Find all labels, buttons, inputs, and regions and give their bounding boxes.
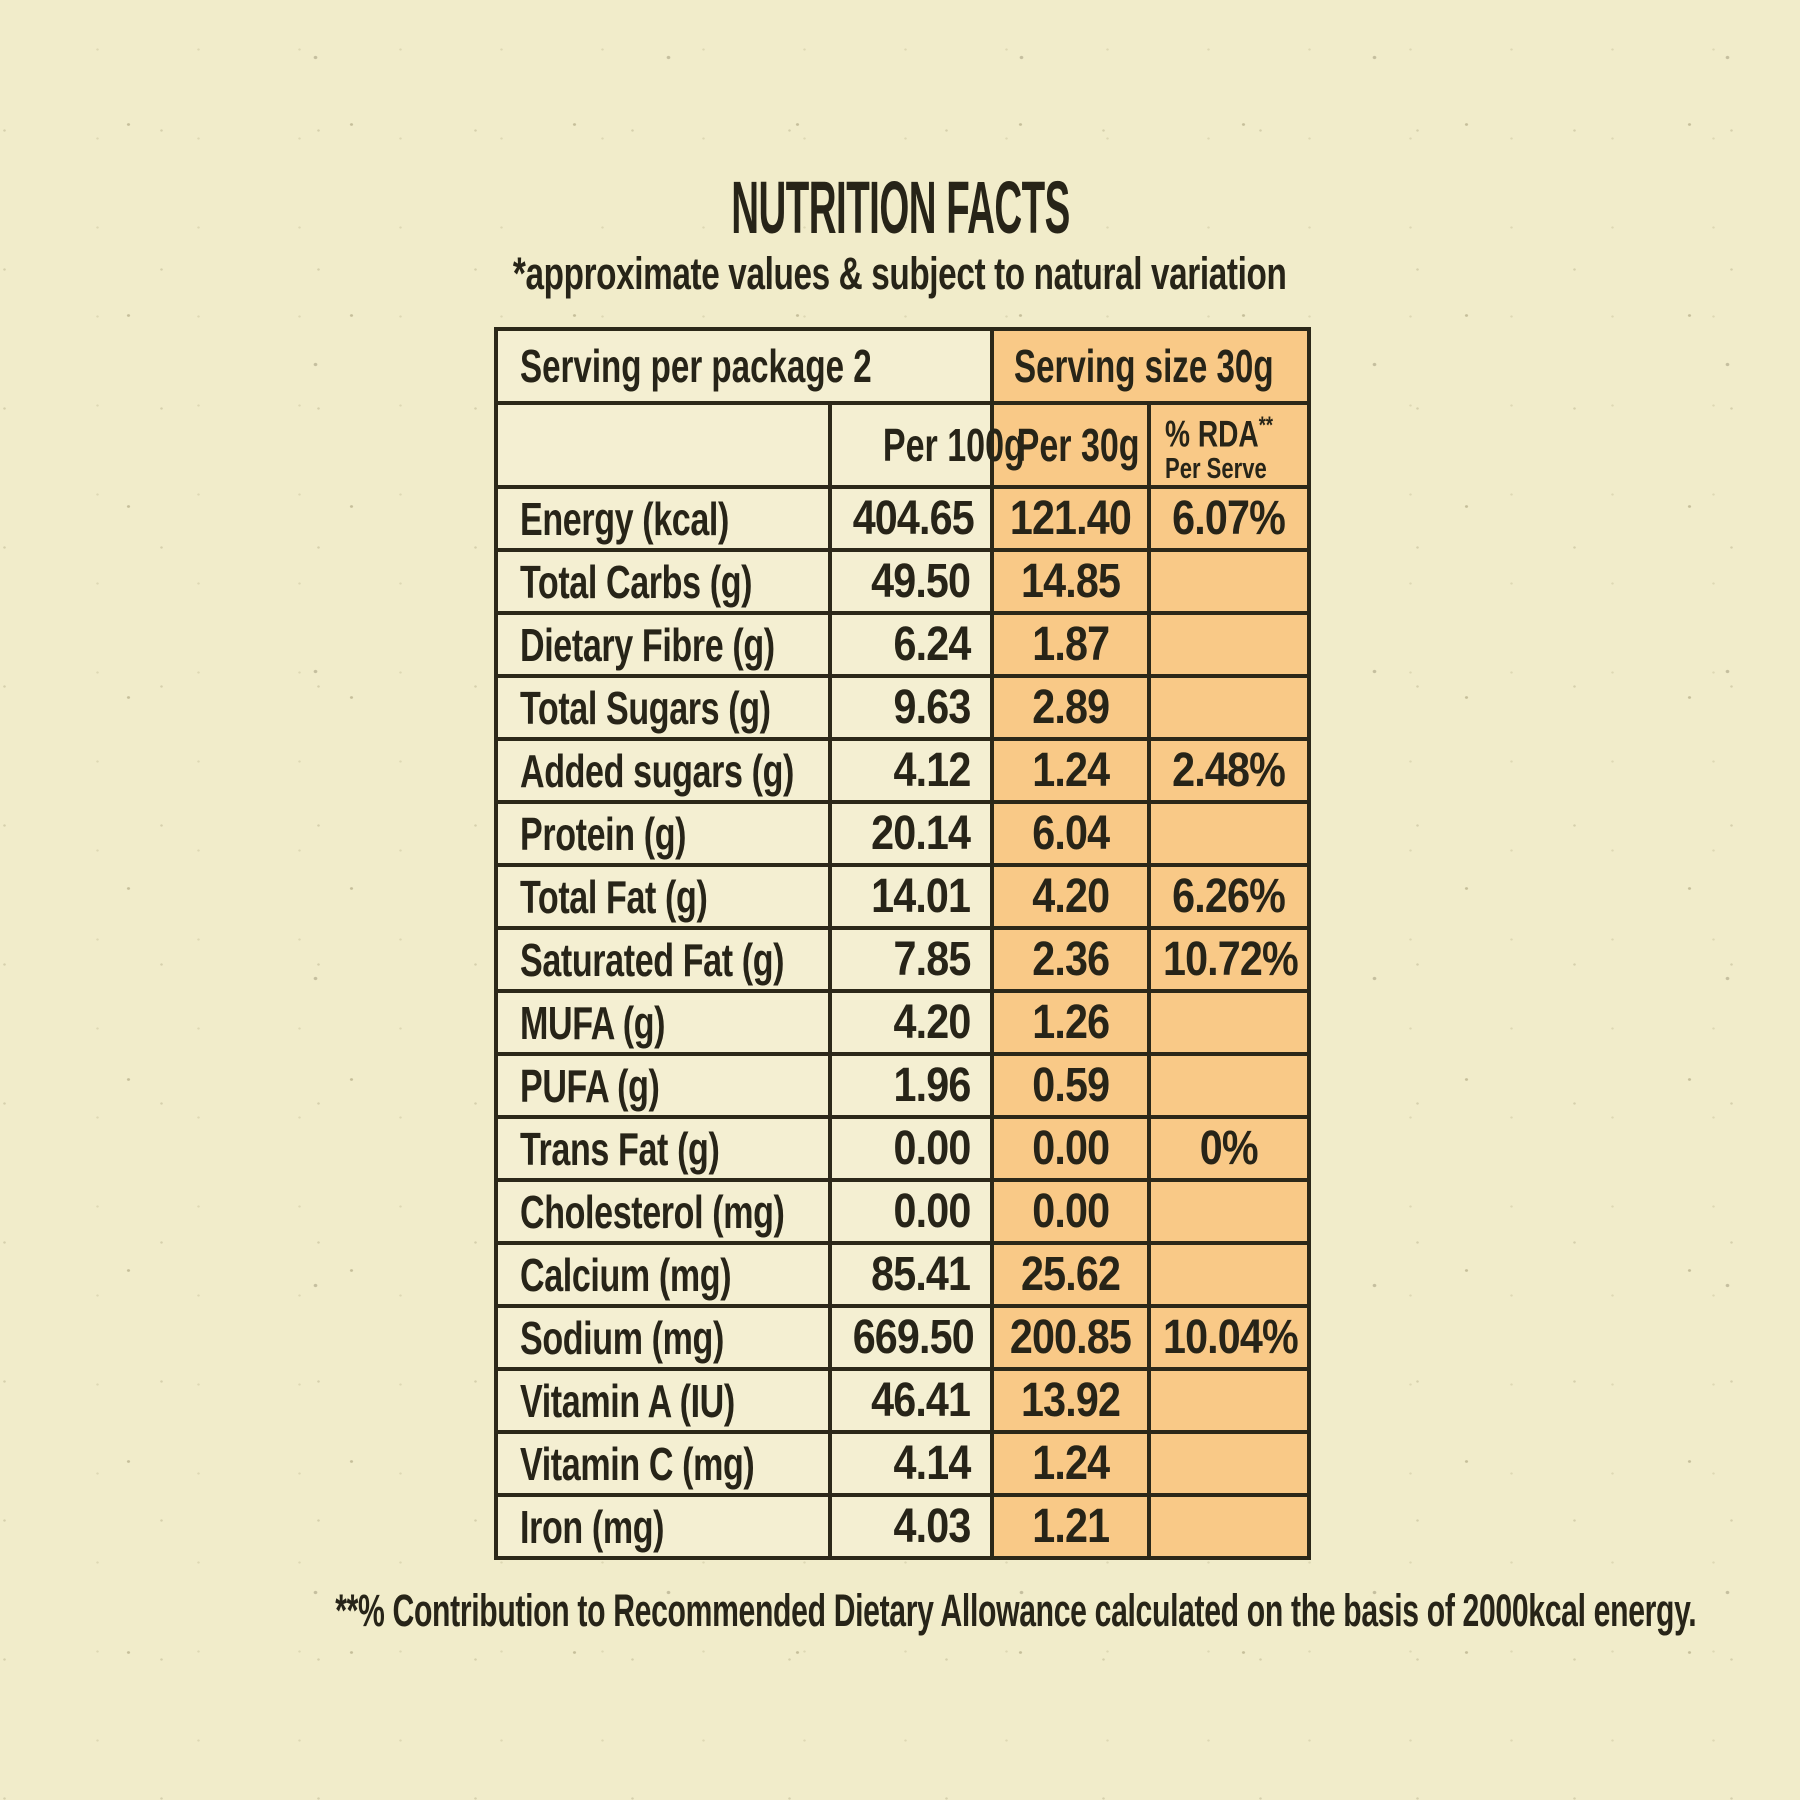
nutrient-label: Energy (kcal): [520, 492, 729, 545]
per-100g-value: 4.12: [893, 744, 971, 798]
per-100g-cell: [830, 1180, 992, 1243]
nutrient-cell: [496, 1369, 830, 1432]
per-30g-value: 2.89: [1032, 681, 1109, 735]
footnote-band: [0, 1585, 1800, 1637]
rda-cell: [1149, 487, 1309, 550]
serving-size-cell: [992, 329, 1309, 403]
table-row: [496, 865, 1309, 928]
per-100g-header-cell: [830, 403, 1025, 487]
table-row: [496, 802, 1309, 865]
nutrient-cell: [496, 1243, 830, 1306]
per-100g-cell: [830, 1117, 992, 1180]
serving-per-package-label: Serving per package 2: [520, 340, 872, 392]
nutrient-cell: [496, 991, 830, 1054]
nutrient-label: Total Carbs (g): [520, 555, 753, 608]
rda-cell: [1149, 1495, 1309, 1558]
per-30g-value: 1.21: [1032, 1500, 1109, 1554]
table-row: [496, 550, 1309, 613]
rda-cell: [1149, 928, 1309, 991]
rda-cell: [1149, 802, 1309, 865]
rda-value: 6.26%: [1172, 870, 1286, 924]
per-30g-value: 0.00: [1032, 1185, 1109, 1239]
per-30g-value: 1.26: [1032, 996, 1109, 1050]
per-100g-cell: [830, 1054, 992, 1117]
per-30g-header: Per 30g: [1016, 419, 1140, 472]
rda-header-line2: Per Serve: [1165, 453, 1267, 486]
per-30g-cell: [992, 1495, 1149, 1558]
serving-size-label: Serving size 30g: [1014, 340, 1274, 392]
per-30g-cell: [992, 1369, 1149, 1432]
nutrient-cell: [496, 613, 830, 676]
rda-cell: [1149, 1243, 1309, 1306]
rda-value: 0%: [1200, 1122, 1258, 1176]
table-row: [496, 1117, 1309, 1180]
table-row: [496, 487, 1309, 550]
serving-row: [496, 329, 1309, 403]
serving-per-package-cell: [496, 329, 992, 403]
table-row: [496, 1243, 1309, 1306]
per-30g-cell: [992, 928, 1149, 991]
table-row: [496, 1432, 1309, 1495]
nutrient-label: Sodium (mg): [520, 1311, 724, 1364]
rda-cell: [1149, 1306, 1309, 1369]
per-100g-value: 669.50: [852, 1311, 974, 1365]
table-header: [496, 329, 1309, 487]
footnote-text: **% Contribution to Recommended Dietary Allowance calculated on the basis of 2000kcal energy.: [335, 1585, 1697, 1636]
per-30g-value: 6.04: [1032, 807, 1109, 861]
nutrient-label: Dietary Fibre (g): [520, 618, 775, 671]
nutrient-label: Vitamin A (IU): [520, 1374, 735, 1427]
nutrient-cell: [496, 1432, 830, 1495]
per-100g-cell: [830, 676, 992, 739]
nutrient-cell: [496, 1054, 830, 1117]
per-100g-value: 49.50: [871, 555, 971, 609]
per-30g-cell: [992, 802, 1149, 865]
table-row: [496, 1054, 1309, 1117]
rda-cell: [1149, 613, 1309, 676]
table-row: [496, 928, 1309, 991]
per-30g-value: 1.24: [1032, 744, 1109, 798]
per-30g-value: 1.24: [1032, 1437, 1109, 1491]
table-row: [496, 739, 1309, 802]
table-row: [496, 991, 1309, 1054]
nutrient-label: Iron (mg): [520, 1500, 665, 1553]
per-100g-value: 46.41: [871, 1374, 971, 1428]
nutrient-label: Vitamin C (mg): [520, 1437, 755, 1490]
nutrient-cell: [496, 739, 830, 802]
per-100g-cell: [830, 1369, 992, 1432]
per-100g-value: 404.65: [852, 492, 974, 546]
per-30g-cell: [992, 487, 1149, 550]
rda-cell: [1149, 1180, 1309, 1243]
per-100g-value: 14.01: [871, 870, 971, 924]
nutrient-cell: [496, 1495, 830, 1558]
per-100g-cell: [830, 1306, 992, 1369]
rda-cell: [1149, 676, 1309, 739]
per-30g-cell: [992, 1117, 1149, 1180]
page-title-band: [0, 168, 1800, 248]
table-row: [496, 1369, 1309, 1432]
table-row: [496, 676, 1309, 739]
per-30g-value: 0.59: [1032, 1059, 1109, 1113]
table-row: [496, 1495, 1309, 1558]
per-30g-value: 14.85: [1021, 555, 1121, 609]
nutrient-label: Cholesterol (mg): [520, 1185, 785, 1238]
per-30g-cell: [992, 550, 1149, 613]
rda-cell: [1149, 550, 1309, 613]
per-30g-cell: [992, 1432, 1149, 1495]
per-30g-cell: [992, 1306, 1149, 1369]
per-30g-cell: [992, 676, 1149, 739]
subtitle-band: [0, 248, 1800, 300]
table-row: [496, 613, 1309, 676]
nutrient-cell: [496, 1180, 830, 1243]
per-100g-header: Per 100g: [882, 419, 1025, 472]
per-30g-value: 2.36: [1032, 933, 1109, 987]
per-30g-cell: [992, 1180, 1149, 1243]
per-100g-value: 20.14: [871, 807, 971, 861]
rda-header: % RDA: [1165, 413, 1259, 455]
per-100g-value: 85.41: [871, 1248, 971, 1302]
rda-asterisks: **: [1258, 412, 1273, 439]
nutrient-cell: [496, 928, 830, 991]
nutrient-cell: [496, 550, 830, 613]
rda-header-cell: [1149, 403, 1309, 487]
per-30g-value: 13.92: [1021, 1374, 1121, 1428]
rda-value: 10.04%: [1162, 1311, 1298, 1365]
subtitle-text: *approximate values & subject to natural variation: [513, 248, 1287, 299]
rda-cell: [1149, 1054, 1309, 1117]
per-30g-value: 200.85: [1009, 1311, 1132, 1365]
per-30g-value: 4.20: [1032, 870, 1109, 924]
per-30g-cell: [992, 613, 1149, 676]
rda-cell: [1149, 1432, 1309, 1495]
per-30g-cell: [992, 739, 1149, 802]
rda-header-line1: [1165, 406, 1273, 454]
per-100g-value: 6.24: [893, 618, 971, 672]
per-100g-value: 0.00: [893, 1122, 971, 1176]
table-row: [496, 1180, 1309, 1243]
per-100g-value: 0.00: [893, 1185, 971, 1239]
rda-cell: [1149, 865, 1309, 928]
nutrient-label: Saturated Fat (g): [520, 933, 785, 986]
nutrient-label: Total Fat (g): [520, 870, 708, 923]
per-100g-cell: [830, 1432, 992, 1495]
nutrient-label: PUFA (g): [520, 1059, 660, 1112]
nutrient-label: Total Sugars (g): [520, 681, 771, 734]
table-row: [496, 1306, 1309, 1369]
nutrient-cell: [496, 487, 830, 550]
per-100g-cell: [830, 550, 992, 613]
table-body: [496, 487, 1309, 1558]
rda-cell: [1149, 739, 1309, 802]
empty-header-cell: [496, 403, 830, 487]
per-100g-cell: [830, 928, 992, 991]
nutrient-label: MUFA (g): [520, 996, 666, 1049]
per-100g-value: 1.96: [893, 1059, 971, 1113]
nutrient-cell: [496, 676, 830, 739]
nutrient-label: Calcium (mg): [520, 1248, 732, 1301]
per-100g-cell: [830, 613, 992, 676]
per-30g-cell: [992, 991, 1149, 1054]
per-30g-cell: [992, 1054, 1149, 1117]
per-30g-cell: [992, 1243, 1149, 1306]
rda-cell: [1149, 991, 1309, 1054]
rda-value: 10.72%: [1162, 933, 1298, 987]
per-100g-cell: [830, 487, 992, 550]
per-100g-cell: [830, 802, 992, 865]
per-30g-value: 0.00: [1032, 1122, 1109, 1176]
per-30g-value: 25.62: [1021, 1248, 1121, 1302]
per-30g-value: 1.87: [1032, 618, 1109, 672]
nutrient-cell: [496, 1306, 830, 1369]
rda-cell: [1149, 1117, 1309, 1180]
nutrient-cell: [496, 865, 830, 928]
per-100g-value: 9.63: [893, 681, 971, 735]
per-100g-value: 4.14: [893, 1437, 971, 1491]
nutrient-label: Added sugars (g): [520, 744, 794, 797]
per-30g-value: 121.40: [1009, 492, 1132, 546]
column-header-row: [496, 403, 1309, 487]
per-100g-cell: [830, 991, 992, 1054]
per-100g-cell: [830, 1243, 992, 1306]
rda-cell: [1149, 1369, 1309, 1432]
nutrient-cell: [496, 1117, 830, 1180]
per-100g-cell: [830, 1495, 992, 1558]
nutrient-label: Protein (g): [520, 807, 687, 860]
per-100g-value: 7.85: [893, 933, 971, 987]
per-100g-cell: [830, 865, 992, 928]
nutrient-label: Trans Fat (g): [520, 1122, 720, 1175]
page-title: NUTRITION FACTS: [730, 166, 1070, 249]
rda-value: 6.07%: [1172, 492, 1286, 546]
per-100g-cell: [830, 739, 992, 802]
per-30g-cell: [992, 865, 1149, 928]
rda-value: 2.48%: [1172, 744, 1286, 798]
nutrition-table: [494, 327, 1311, 1560]
per-100g-value: 4.03: [893, 1500, 971, 1554]
nutrient-cell: [496, 802, 830, 865]
per-100g-value: 4.20: [893, 996, 971, 1050]
